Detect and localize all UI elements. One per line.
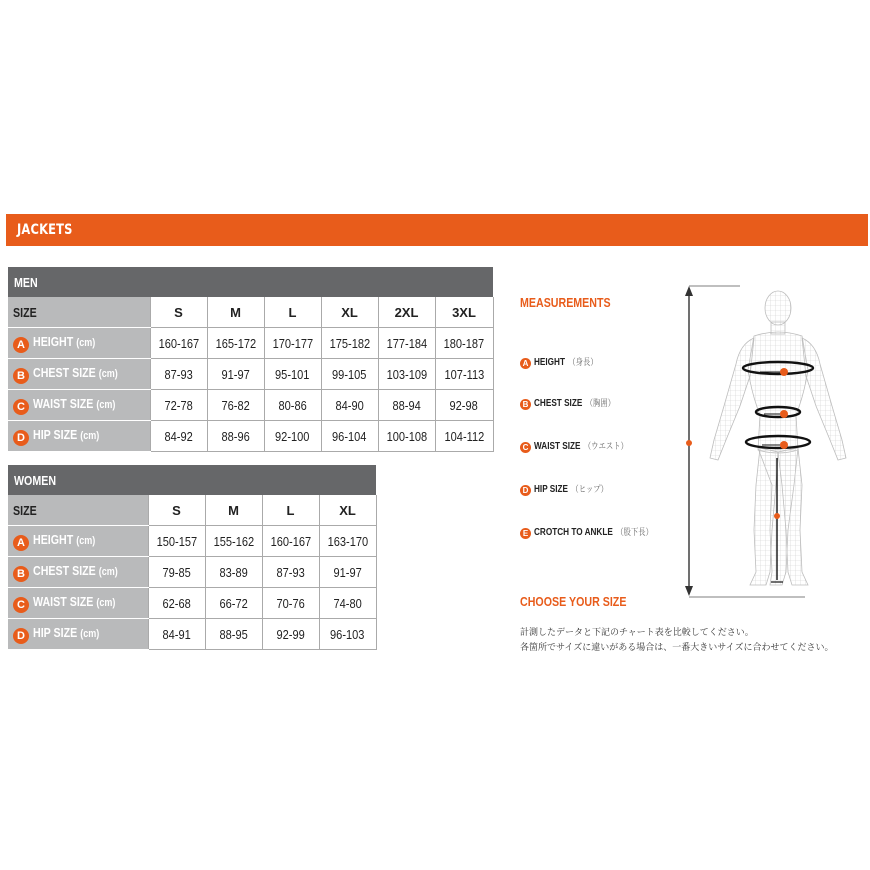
row-label: A HEIGHT (cm) [8, 526, 148, 557]
badge-e-icon: E [520, 528, 531, 539]
row-label: B CHEST SIZE (cm) [8, 359, 150, 390]
size-header: 2XL [378, 297, 435, 328]
table-row [8, 328, 493, 359]
table-row [8, 557, 376, 588]
row-label: C WAIST SIZE (cm) [8, 588, 148, 619]
table-cell: 84-90 [321, 390, 378, 421]
men-section-title: MEN [8, 267, 493, 297]
badge-c-icon: C [13, 597, 29, 613]
table-cell: 92-98 [435, 390, 493, 421]
men-size-table [8, 267, 494, 452]
women-size-header-row [8, 495, 376, 526]
table-cell: 74-80 [319, 588, 376, 619]
badge-c-icon: C [13, 399, 29, 415]
table-cell: 170-177 [264, 328, 321, 359]
table-cell: 163-170 [319, 526, 376, 557]
measurement-item: C WAIST SIZE （ウエスト） [520, 439, 649, 453]
women-section-title: WOMEN [8, 465, 376, 495]
table-row [8, 421, 493, 452]
size-label: SIZE [8, 495, 148, 526]
size-header: S [150, 297, 207, 328]
table-cell: 177-184 [378, 328, 435, 359]
table-cell: 80-86 [264, 390, 321, 421]
table-cell: 103-109 [378, 359, 435, 390]
measurement-item: A HEIGHT （身長） [520, 355, 612, 369]
table-cell: 96-104 [321, 421, 378, 452]
badge-d-icon: D [13, 430, 29, 446]
table-cell: 76-82 [207, 390, 264, 421]
choose-note-line: 各箇所でサイズに違いがある場合は、一番大きいサイズに合わせてください。 [520, 642, 834, 652]
body-measurement-figure-icon [680, 280, 865, 605]
size-header: L [262, 495, 319, 526]
table-cell: 62-68 [148, 588, 205, 619]
badge-c-icon: C [520, 442, 531, 453]
size-header: M [207, 297, 264, 328]
row-label: D HIP SIZE (cm) [8, 619, 148, 650]
table-cell: 160-167 [262, 526, 319, 557]
table-cell: 84-91 [148, 619, 205, 650]
table-cell: 72-78 [150, 390, 207, 421]
measurements-title: MEASUREMENTS [520, 295, 611, 310]
jackets-banner [6, 214, 868, 246]
table-cell: 107-113 [435, 359, 493, 390]
table-cell: 88-94 [378, 390, 435, 421]
banner-title: JACKETS [17, 222, 73, 238]
table-row [8, 588, 376, 619]
table-cell: 91-97 [319, 557, 376, 588]
table-cell: 92-100 [264, 421, 321, 452]
table-cell: 70-76 [262, 588, 319, 619]
row-label: C WAIST SIZE (cm) [8, 390, 150, 421]
table-cell: 175-182 [321, 328, 378, 359]
table-cell: 92-99 [262, 619, 319, 650]
table-cell: 66-72 [205, 588, 262, 619]
table-cell: 95-101 [264, 359, 321, 390]
measurement-item: D HIP SIZE （ヒップ） [520, 482, 624, 496]
table-cell: 155-162 [205, 526, 262, 557]
size-header: M [205, 495, 262, 526]
table-cell: 87-93 [262, 557, 319, 588]
table-cell: 165-172 [207, 328, 264, 359]
table-cell: 84-92 [150, 421, 207, 452]
badge-b-icon: B [520, 399, 531, 410]
table-cell: 100-108 [378, 421, 435, 452]
men-size-header-row [8, 297, 493, 328]
size-label: SIZE [8, 297, 150, 328]
size-header: S [148, 495, 205, 526]
badge-d-icon: D [13, 628, 29, 644]
table-row [8, 526, 376, 557]
row-label: B CHEST SIZE (cm) [8, 557, 148, 588]
table-cell: 88-95 [205, 619, 262, 650]
table-cell: 79-85 [148, 557, 205, 588]
table-row [8, 619, 376, 650]
badge-a-icon: A [520, 358, 531, 369]
measurement-item: E CROTCH TO ANKLE （股下長） [520, 525, 679, 539]
table-row [8, 359, 493, 390]
row-label: A HEIGHT (cm) [8, 328, 150, 359]
badge-a-icon: A [13, 535, 29, 551]
table-cell: 91-97 [207, 359, 264, 390]
badge-b-icon: B [13, 566, 29, 582]
table-cell: 96-103 [319, 619, 376, 650]
table-row [8, 390, 493, 421]
choose-size-title: CHOOSE YOUR SIZE [520, 594, 627, 609]
measurement-item: B CHEST SIZE （胸囲） [520, 396, 633, 410]
table-cell: 150-157 [148, 526, 205, 557]
badge-d-icon: D [520, 485, 531, 496]
size-header: 3XL [435, 297, 493, 328]
table-cell: 180-187 [435, 328, 493, 359]
women-size-table [8, 465, 377, 650]
table-cell: 99-105 [321, 359, 378, 390]
size-header: XL [321, 297, 378, 328]
table-cell: 87-93 [150, 359, 207, 390]
size-header: L [264, 297, 321, 328]
choose-note-line: 計測したデータと下記のチャート表を比較してください。 [520, 627, 754, 637]
size-header: XL [319, 495, 376, 526]
table-cell: 104-112 [435, 421, 493, 452]
badge-b-icon: B [13, 368, 29, 384]
badge-a-icon: A [13, 337, 29, 353]
row-label: D HIP SIZE (cm) [8, 421, 150, 452]
table-cell: 83-89 [205, 557, 262, 588]
table-cell: 88-96 [207, 421, 264, 452]
table-cell: 160-167 [150, 328, 207, 359]
